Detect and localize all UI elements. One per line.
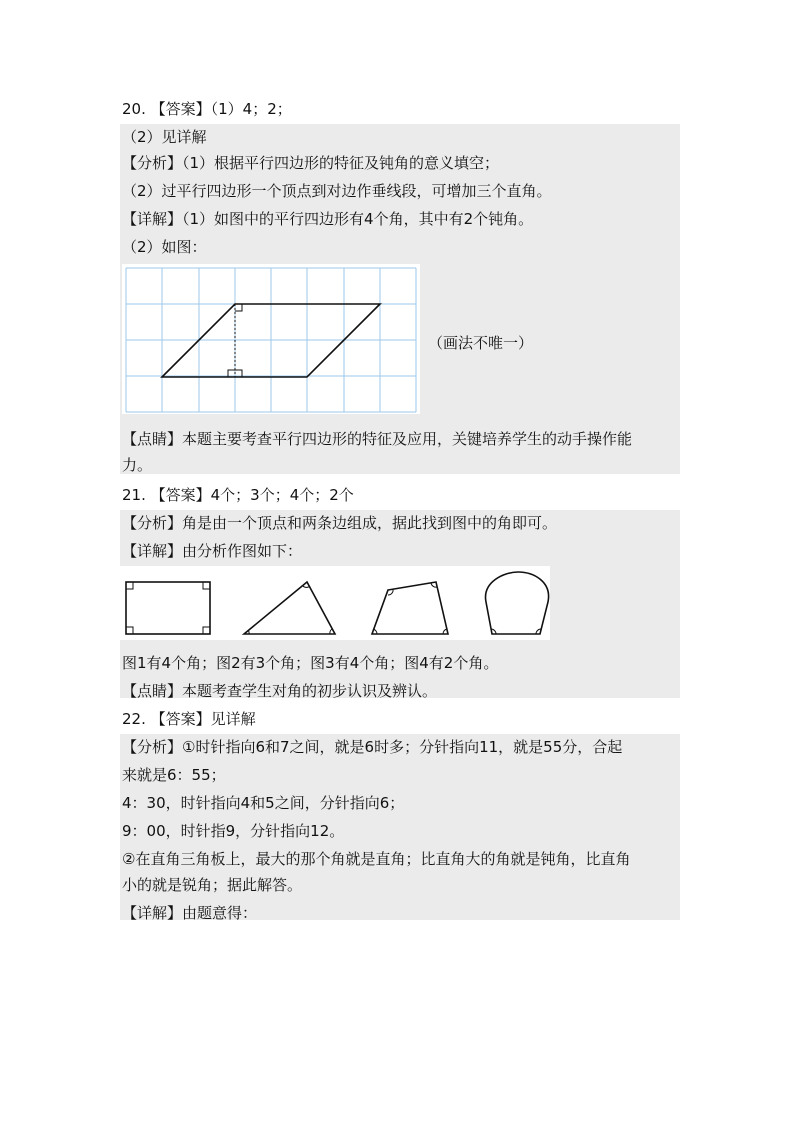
- q21-comment: 【点睛】本题考查学生对角的初步认识及辨认。: [122, 682, 438, 700]
- drawing-note: （画法不唯一）: [428, 334, 534, 352]
- q21-detail: 【详解】由分析作图如下：: [122, 542, 303, 560]
- q20-answer: 20. 【答案】（1）4；2；: [122, 100, 292, 118]
- q22-analysis-4: 9：00，时针指9，分针指向12。: [122, 822, 345, 840]
- q21-answer: 21. 【答案】4个；3个；4个；2个: [122, 486, 354, 504]
- q20-answer-part2: （2）见详解: [122, 128, 207, 146]
- q20-comment-2: 力。: [122, 456, 153, 474]
- q22-analysis-5: ②在直角三角板上，最大的那个角就是直角；比直角大的角就是钝角，比直角: [122, 850, 631, 868]
- q20-detail-2: （2）如图：: [122, 238, 207, 256]
- q22-detail: 【详解】由题意得：: [122, 904, 258, 922]
- q21-result: 图1有4个角；图2有3个角；图3有4个角；图4有2个角。: [122, 654, 499, 672]
- q22-analysis-6: 小的就是锐角；据此解答。: [122, 876, 303, 894]
- q22-answer: 22. 【答案】见详解: [122, 710, 256, 728]
- q22-analysis-2: 来就是6：55；: [122, 766, 226, 784]
- q22-analysis-1: 【分析】①时针指向6和7之间，就是6时多；分针指向11，就是55分，合起: [122, 738, 623, 756]
- parallelogram-grid-figure: [122, 264, 420, 414]
- q21-analysis: 【分析】角是由一个顶点和两条边组成，据此找到图中的角即可。: [122, 514, 558, 532]
- angle-shapes-figure: [120, 566, 550, 640]
- q20-analysis-2: （2）过平行四边形一个顶点到对边作垂线段，可增加三个直角。: [122, 182, 552, 200]
- q22-analysis-3: 4：30，时针指向4和5之间，分针指向6；: [122, 794, 405, 812]
- q20-analysis-1: 【分析】（1）根据平行四边形的特征及钝角的意义填空；: [122, 154, 500, 172]
- q20-detail-1: 【详解】（1）如图中的平行四边形有4个角，其中有2个钝角。: [122, 210, 534, 228]
- q20-comment-1: 【点睛】本题主要考查平行四边形的特征及应用，关键培养学生的动手操作能: [122, 430, 633, 448]
